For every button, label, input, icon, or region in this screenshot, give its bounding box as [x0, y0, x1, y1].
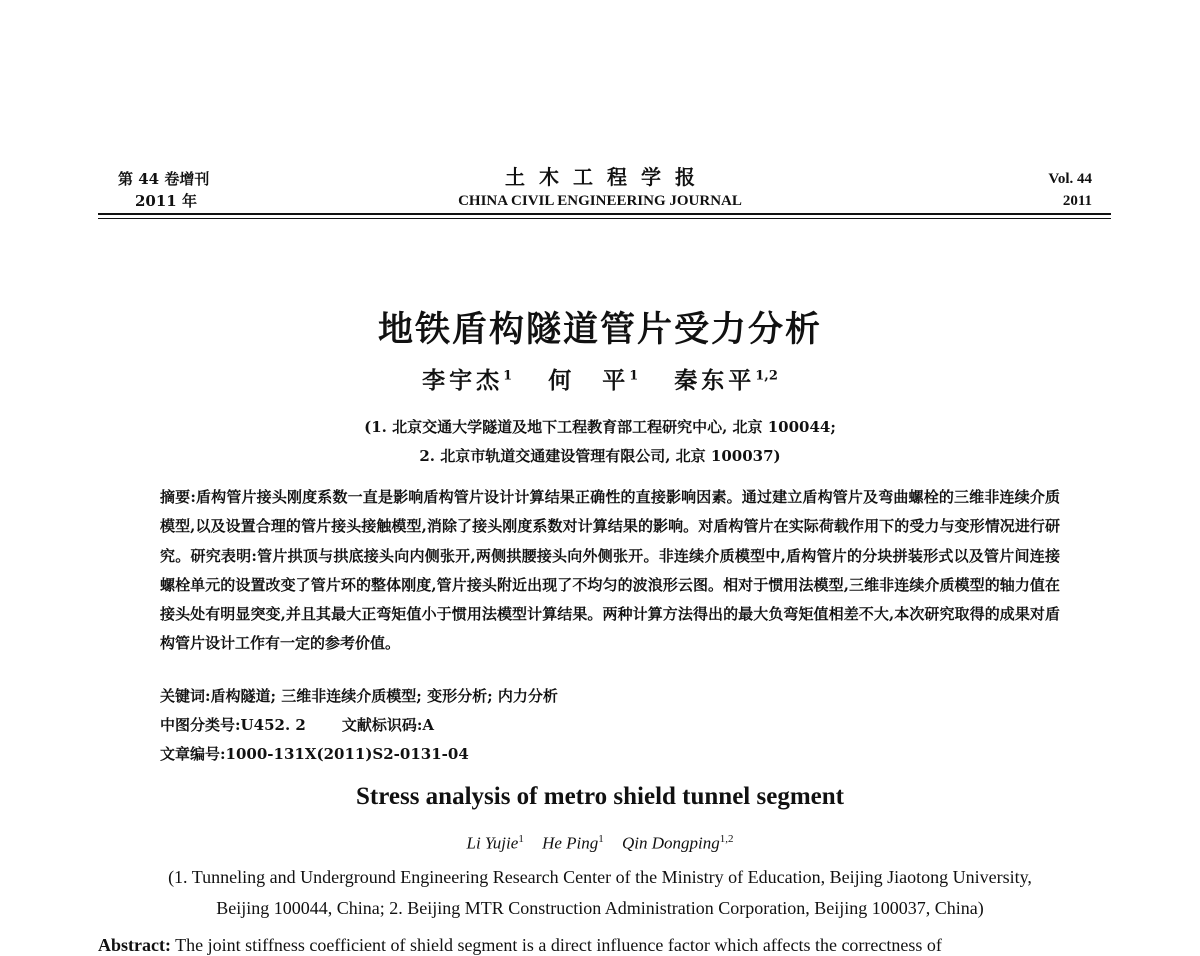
header-rule-thin [98, 218, 1111, 219]
affiliations-cn [0, 413, 1200, 471]
keywords-cn [160, 682, 1060, 711]
journal-name-en: CHINA CIVIL ENGINEERING JOURNAL [458, 193, 742, 209]
author-cn: 李宇杰 [422, 367, 504, 394]
affiliation-line: Beijing 100044, China; 2. Beijing MTR Construction Administration Corporation, Beijing 100037, China) [216, 898, 984, 918]
author-en: He Ping [542, 833, 599, 853]
author-en: Qin Dongping [622, 833, 720, 853]
classification-info [160, 711, 1060, 740]
author-affiliation-mark: 1 [598, 833, 604, 845]
header-rule-thick [98, 213, 1111, 215]
doc-code-value: A [422, 716, 435, 734]
volume-number: Vol. 44 [1048, 171, 1092, 187]
journal-volume-info [1048, 168, 1092, 212]
article-number [160, 740, 1060, 769]
abstract-cn [160, 483, 1060, 659]
authors-cn [0, 362, 1200, 395]
author-en: Li Yujie [466, 833, 519, 853]
article-number-value: 1000-131X(2011)S2-0131-04 [225, 745, 469, 763]
volume-year: 2011 [1062, 193, 1092, 209]
article-number-label: 文章编号: [160, 745, 226, 763]
affiliation-line: (1. Tunneling and Underground Engineering Research Center of the Ministry of Education, Beijing Jiaotong University, [168, 867, 1032, 887]
abstract-en [98, 935, 1118, 956]
journal-name-cn: 土木工程学报 [505, 165, 709, 189]
paper-title-en: Stress analysis of metro shield tunnel segment [356, 783, 844, 810]
author-affiliation-mark: 1 [518, 833, 524, 845]
affiliations-en [70, 862, 1130, 924]
keywords-label: 关键词: [160, 687, 211, 705]
abstract-label-cn: 摘要: [160, 488, 196, 506]
author-cn: 秦东平 [674, 367, 756, 394]
author-cn: 何 平 [548, 367, 630, 394]
clc-value: U452. 2 [240, 716, 306, 734]
issue-volume-cn: 第 44 卷增刊 [118, 170, 210, 188]
journal-name [300, 164, 900, 212]
authors-en [0, 833, 1200, 854]
abstract-text-cn: 盾构管片接头刚度系数一直是影响盾构管片设计计算结果正确性的直接影响因素。通过建立盾构管片及弯曲螺栓的三维非连续介质模型,以及设置合理的管片接头接触模型,消除了接头刚度系数对计算结果的影响。对盾构管片在实际荷载作用下的受力与变形情况进行研究。研究表明:管片拱顶与拱底接头向内侧张开,两侧拱腰接头向外侧张开。非连续介质模型中,盾构管片的分块拼装形式以及管片间连接螺栓单元的设置改变了管片环的整体刚度,管片接头附近出现了不均匀的波浪形云图。相对于惯用法模型,三维非连续介质模型的轴力值在接头处有明显突变,并且其最大正弯矩值小于惯用法模型计算结果。两种计算方法得出的最大负弯矩值相差不大,本次研究取得的成果对盾构管片设计工作有一定的参考价值。 [160, 488, 1060, 653]
paper-title-cn: 地铁盾构隧道管片受力分析 [377, 310, 822, 350]
abstract-label-en: Abstract: [98, 935, 171, 955]
author-affiliation-mark: 1 [503, 368, 513, 384]
keywords-text: 盾构隧道; 三维非连续介质模型; 变形分析; 内力分析 [210, 687, 558, 705]
abstract-text-en: The joint stiffness coefficient of shield segment is a direct influence factor which affects the correctness of [175, 935, 942, 955]
author-affiliation-mark: 1 [629, 368, 639, 384]
author-affiliation-mark: 1,2 [755, 368, 778, 384]
affiliation-line: 2. 北京市轨道交通建设管理有限公司, 北京 100037) [419, 447, 781, 465]
journal-issue-info [118, 168, 209, 212]
doc-code-label: 文献标识码: [341, 716, 423, 734]
clc-label: 中图分类号: [160, 716, 241, 734]
affiliation-line: (1. 北京交通大学隧道及地下工程教育部工程研究中心, 北京 100044; [364, 418, 836, 436]
issue-year-cn: 2011 年 [135, 192, 197, 210]
author-affiliation-mark: 1,2 [719, 833, 734, 845]
